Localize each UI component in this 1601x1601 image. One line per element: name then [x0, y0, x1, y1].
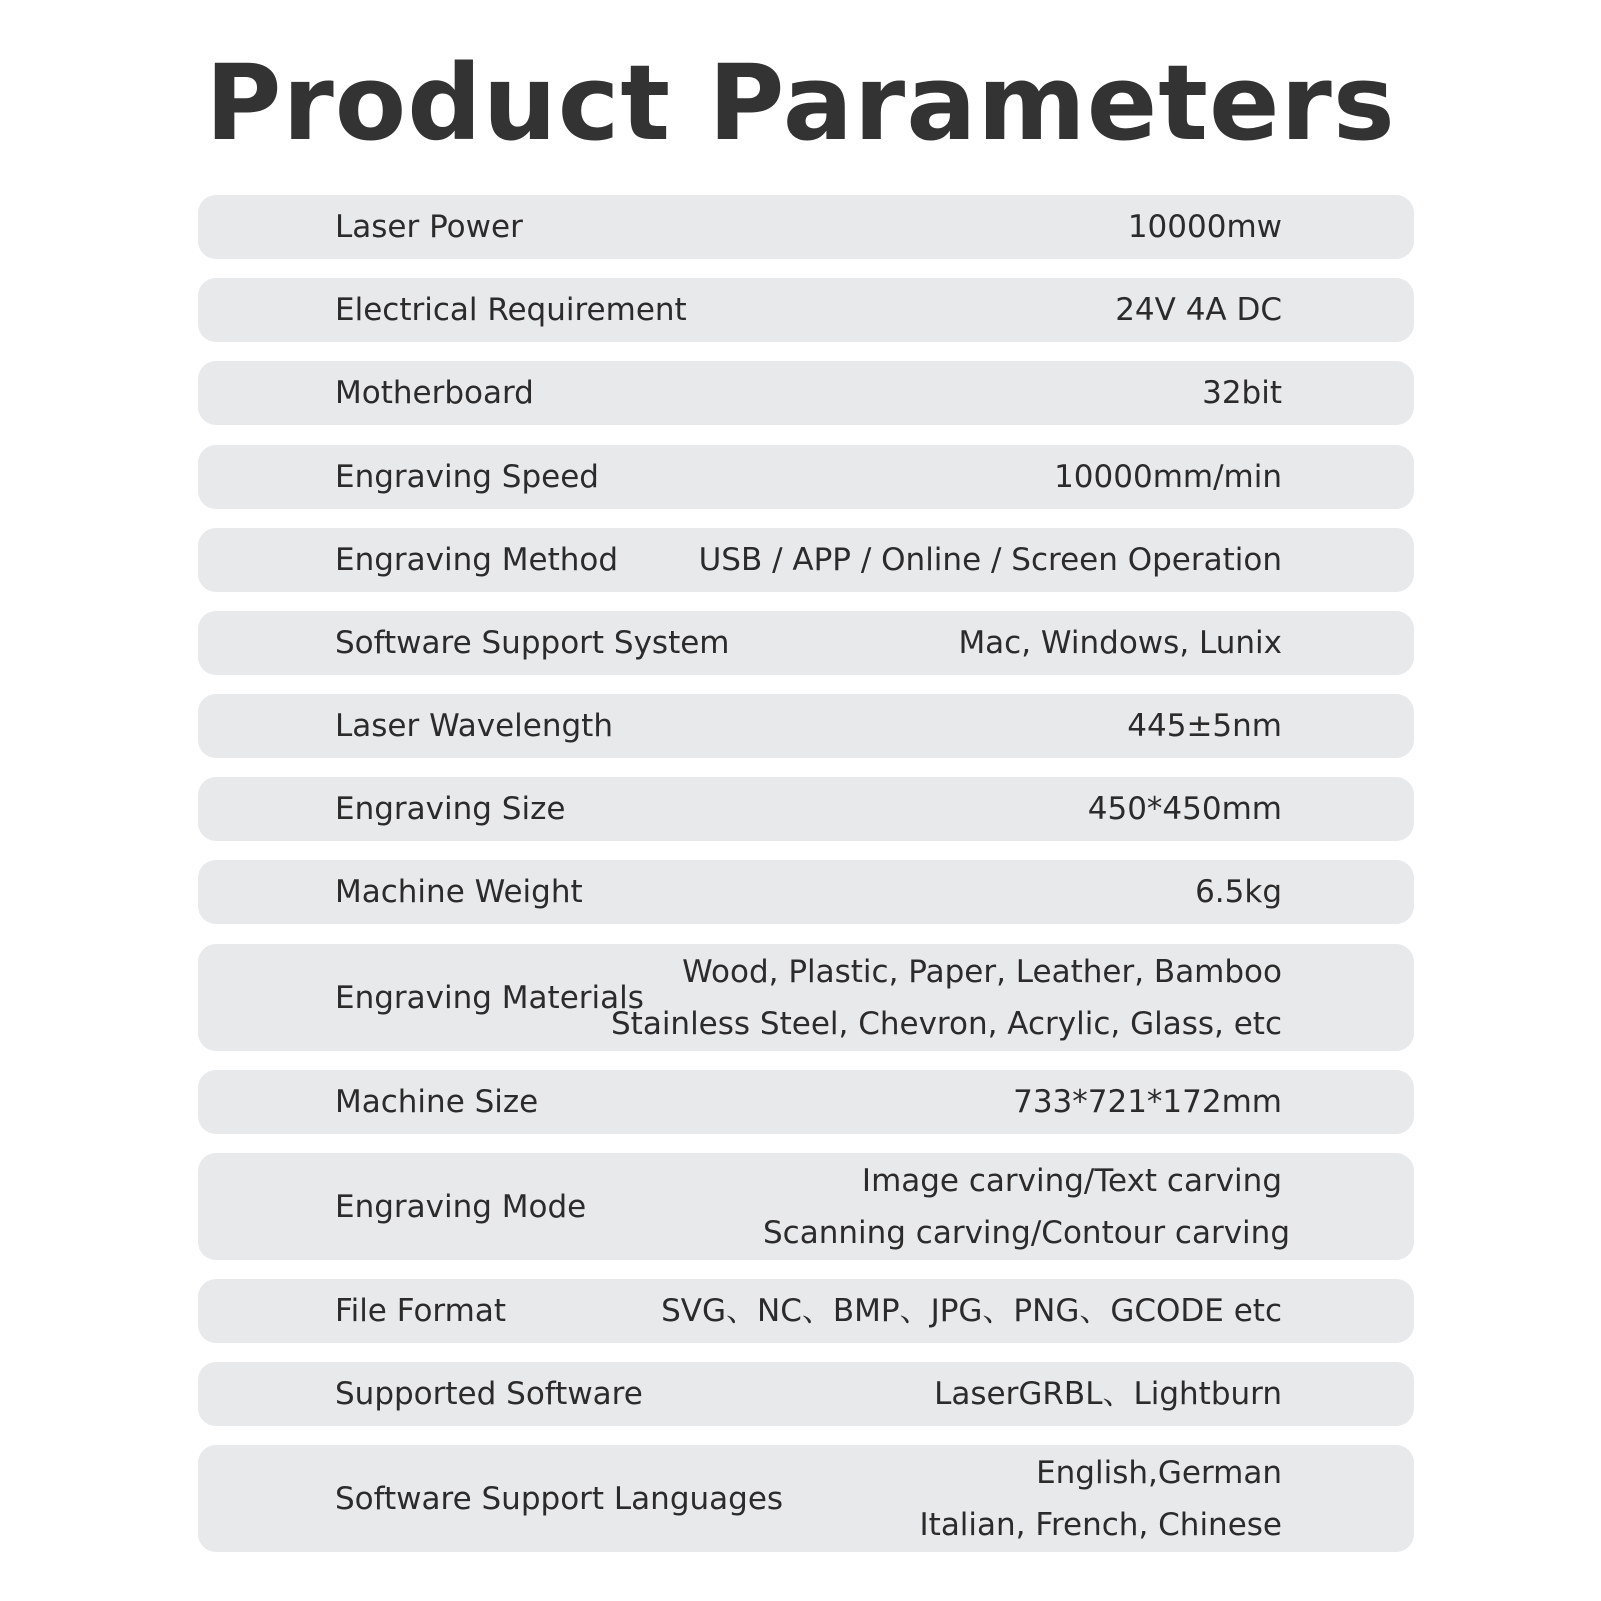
parameter-row-electrical-requirement — [198, 278, 1414, 342]
parameter-label: Engraving Speed — [335, 459, 599, 495]
parameter-value-line: 24V 4A DC — [1115, 292, 1282, 328]
parameter-value-line: 733*721*172mm — [1013, 1084, 1282, 1120]
parameter-label: Software Support Languages — [335, 1480, 784, 1517]
parameter-value — [920, 1445, 1282, 1552]
parameter-row-laser-wavelength — [198, 694, 1414, 758]
parameter-value-line: Mac, Windows, Lunix — [958, 625, 1282, 661]
parameter-value — [1195, 860, 1282, 924]
parameter-row-engraving-speed — [198, 445, 1414, 509]
parameter-row-motherboard — [198, 361, 1414, 425]
parameter-label: Supported Software — [335, 1376, 643, 1412]
parameter-label: Electrical Requirement — [335, 292, 687, 328]
parameter-row-engraving-mode — [198, 1153, 1414, 1260]
parameter-value-line: Italian, French, Chinese — [919, 1506, 1282, 1543]
parameter-value — [763, 1153, 1290, 1260]
parameter-value — [1054, 445, 1282, 509]
parameter-label: Machine Weight — [335, 874, 583, 910]
parameter-value — [1202, 361, 1282, 425]
parameter-row-file-format — [198, 1279, 1414, 1343]
parameter-value-line: LaserGRBL、Lightburn — [934, 1376, 1282, 1412]
parameter-value — [699, 528, 1282, 592]
parameter-label: Machine Size — [335, 1084, 539, 1120]
parameter-value — [958, 611, 1282, 675]
parameter-value — [1115, 278, 1282, 342]
parameter-row-software-support-system — [198, 611, 1414, 675]
parameter-value — [1128, 195, 1282, 259]
parameter-value-line: Image carving/Text carving — [861, 1162, 1282, 1199]
parameter-value-line: 10000mw — [1127, 209, 1282, 245]
parameter-value — [1088, 777, 1282, 841]
parameter-row-engraving-size — [198, 777, 1414, 841]
parameter-value — [934, 1362, 1282, 1426]
parameter-value-line: 445±5nm — [1127, 708, 1282, 744]
parameter-label: Engraving Method — [335, 542, 619, 578]
parameter-label: Engraving Mode — [335, 1188, 587, 1225]
parameter-label: Software Support System — [335, 625, 730, 661]
parameter-value-line: 32bit — [1202, 375, 1282, 411]
parameter-value-line: 450*450mm — [1087, 791, 1282, 827]
parameter-value-line: Stainless Steel, Chevron, Acrylic, Glass, etc — [610, 1005, 1282, 1042]
parameter-row-laser-power — [198, 195, 1414, 259]
parameter-value-line: English,German — [1036, 1454, 1282, 1491]
parameter-row-machine-weight — [198, 860, 1414, 924]
parameter-value-line: SVG、NC、BMP、JPG、PNG、GCODE etc — [661, 1293, 1282, 1329]
parameter-value-line: 6.5kg — [1195, 874, 1282, 910]
parameter-row-machine-size — [198, 1070, 1414, 1134]
parameter-value-line: Wood, Plastic, Paper, Leather, Bamboo — [682, 953, 1282, 990]
parameter-label: Engraving Size — [335, 791, 566, 827]
parameter-value-line: Scanning carving/Contour carving — [762, 1214, 1290, 1251]
parameter-label: Laser Power — [335, 209, 523, 245]
parameter-row-engraving-method — [198, 528, 1414, 592]
parameter-label: Motherboard — [335, 375, 534, 411]
page-title: Product Parameters — [205, 42, 1396, 164]
parameter-value-line: 10000mm/min — [1054, 459, 1282, 495]
parameter-row-software-support-languages — [198, 1445, 1414, 1552]
parameter-row-engraving-materials — [198, 944, 1414, 1051]
parameter-value — [1127, 694, 1282, 758]
parameter-label: File Format — [335, 1293, 506, 1329]
parameter-row-supported-software — [198, 1362, 1414, 1426]
parameter-value-line: USB / APP / Online / Screen Operation — [698, 542, 1282, 578]
parameter-label: Engraving Materials — [335, 979, 644, 1016]
parameter-value — [661, 1279, 1282, 1343]
parameter-value — [1013, 1070, 1282, 1134]
parameter-label: Laser Wavelength — [335, 708, 613, 744]
parameter-value — [611, 944, 1282, 1051]
